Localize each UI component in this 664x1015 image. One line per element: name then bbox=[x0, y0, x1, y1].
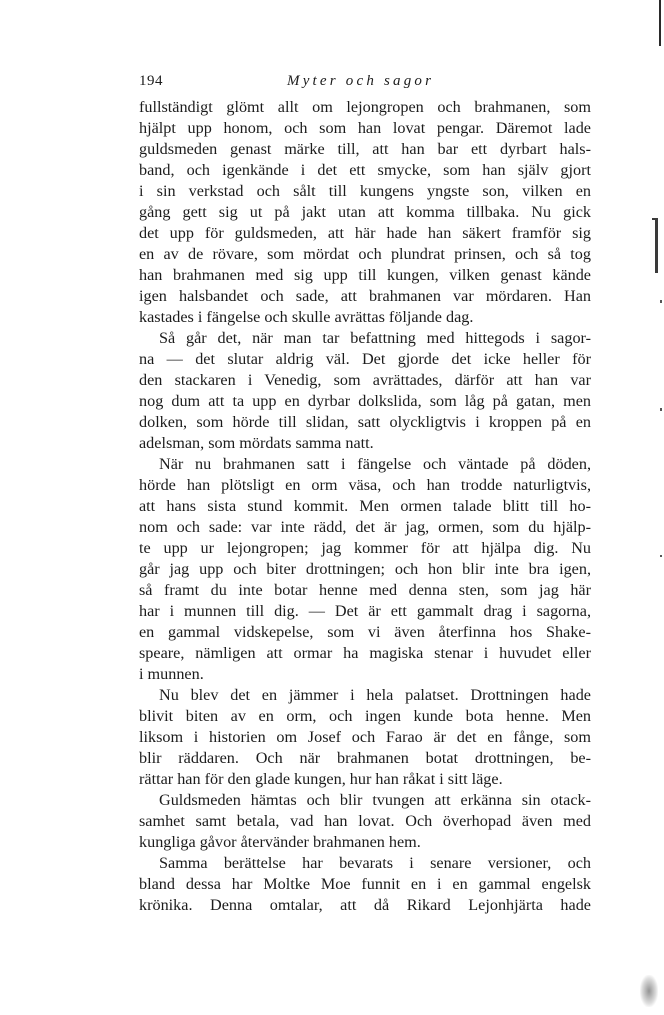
text-line: hjälpt upp honom, och som han lovat pengar. Däremot lade bbox=[139, 119, 591, 137]
text-line: i sin verkstad och sålt till kungens yngste son, vilken en bbox=[139, 182, 591, 200]
paragraph bbox=[139, 685, 591, 790]
text-line: fullständigt glömt allt om lejongropen och brahmanen, som bbox=[139, 98, 591, 116]
paragraph bbox=[139, 853, 591, 916]
text-line: dolken, som hörde till slidan, satt olyckligtvis i kroppen på en bbox=[139, 413, 591, 431]
text-line: han brahmanen med sig upp till kungen, vilken genast kände bbox=[139, 266, 591, 284]
paragraph bbox=[139, 97, 591, 328]
text-line: speare, nämligen att ormar ha magiska stenar i huvudet eller bbox=[139, 644, 591, 662]
text-line: Så går det, när man tar befattning med hittegods i sagor- bbox=[159, 329, 591, 347]
text-line: rättar han för den glade kungen, hur han råkat i sitt läge. bbox=[139, 770, 503, 788]
text-line: Guldsmeden hämtas och blir tvungen att erkänna sin otack- bbox=[159, 791, 591, 809]
text-line: gång gett sig ut på jakt utan att komma tillbaka. Nu gick bbox=[139, 203, 591, 221]
text-line: en gammal vidskepelse, som vi även återfinna hos Shake- bbox=[139, 623, 591, 641]
text-line: blir räddaren. Och när brahmanen botat drottningen, be- bbox=[139, 749, 591, 767]
scan-speck bbox=[660, 300, 662, 303]
text-line: adelsman, som mördats samma natt. bbox=[139, 434, 374, 452]
text-line: guldsmeden genast märke till, att han bar ett dyrbart hals- bbox=[139, 140, 591, 158]
text-line: na — det slutar aldrig väl. Det gjorde det icke heller för bbox=[139, 350, 591, 368]
body-text bbox=[139, 97, 591, 916]
text-line: att hans sista stund kommit. Men ormen talade blitt till ho- bbox=[139, 497, 591, 515]
scan-margin-bracket bbox=[655, 218, 658, 273]
text-line: det upp för guldsmeden, att här hade han säkert framför sig bbox=[139, 224, 591, 242]
scan-margin-tick bbox=[652, 218, 658, 220]
text-line: te upp ur lejongropen; jag kommer för att hjälpa dig. Nu bbox=[139, 539, 591, 557]
text-line: kastades i fängelse och skulle avrättas följande dag. bbox=[139, 308, 474, 326]
page-number: 194 bbox=[139, 73, 163, 89]
paragraph bbox=[139, 790, 591, 853]
text-line: i munnen. bbox=[139, 665, 204, 683]
scan-speck bbox=[660, 555, 662, 557]
running-title: Myter och sagor bbox=[287, 73, 435, 89]
text-line: hörde han plötsligt en orm väsa, och han trodde naturligtvis, bbox=[139, 476, 591, 494]
paragraph bbox=[139, 454, 591, 685]
text-line: har i munnen till dig. — Det är ett gammalt drag i sagorna, bbox=[139, 602, 591, 620]
text-line: band, och igenkände i det ett smycke, som han själv gjort bbox=[139, 161, 591, 179]
text-line: en av de rövare, som mördat och plundrat prinsen, och så tog bbox=[139, 245, 591, 263]
text-line: igen halsbandet och sade, att brahmanen var mördaren. Han bbox=[139, 287, 591, 305]
text-line: Samma berättelse har bevarats i senare versioner, och bbox=[159, 854, 591, 872]
text-line: När nu brahmanen satt i fängelse och väntade på döden, bbox=[159, 455, 591, 473]
text-line: kungliga gåvor återvänder brahmanen hem. bbox=[139, 833, 421, 851]
text-line: Nu blev det en jämmer i hela palatset. Drottningen hade bbox=[159, 686, 591, 704]
text-line: bland dessa har Moltke Moe funnit en i en gammal engelsk bbox=[139, 875, 591, 893]
text-line: går jag upp och biter drottningen; och hon blir inte bra igen, bbox=[139, 560, 591, 578]
text-line: så framt du inte botar henne med denna sten, som jag här bbox=[139, 581, 591, 599]
scan-speck bbox=[660, 408, 662, 411]
text-line: nog dum att ta upp en dyrbar dolkslida, som låg på gatan, men bbox=[139, 392, 591, 410]
text-line: den stackaren i Venedig, som avrättades, därför att han var bbox=[139, 371, 591, 389]
text-line: samhet samt betala, vad han lovat. Och överhopad även med bbox=[139, 812, 591, 830]
paragraph bbox=[139, 328, 591, 454]
text-line: nom och sade: var inte rädd, det är jag, ormen, som du hjälp- bbox=[139, 518, 591, 536]
scan-edge-mark bbox=[659, 0, 661, 46]
page-header bbox=[139, 73, 591, 95]
text-line: liksom i historien om Josef och Farao är det en fånge, som bbox=[139, 728, 591, 746]
text-line: blivit biten av en orm, och ingen kunde bota henne. Men bbox=[139, 707, 591, 725]
scan-smudge bbox=[640, 975, 658, 1007]
text-line: krönika. Denna omtalar, att då Rikard Lejonhjärta hade bbox=[139, 896, 591, 914]
